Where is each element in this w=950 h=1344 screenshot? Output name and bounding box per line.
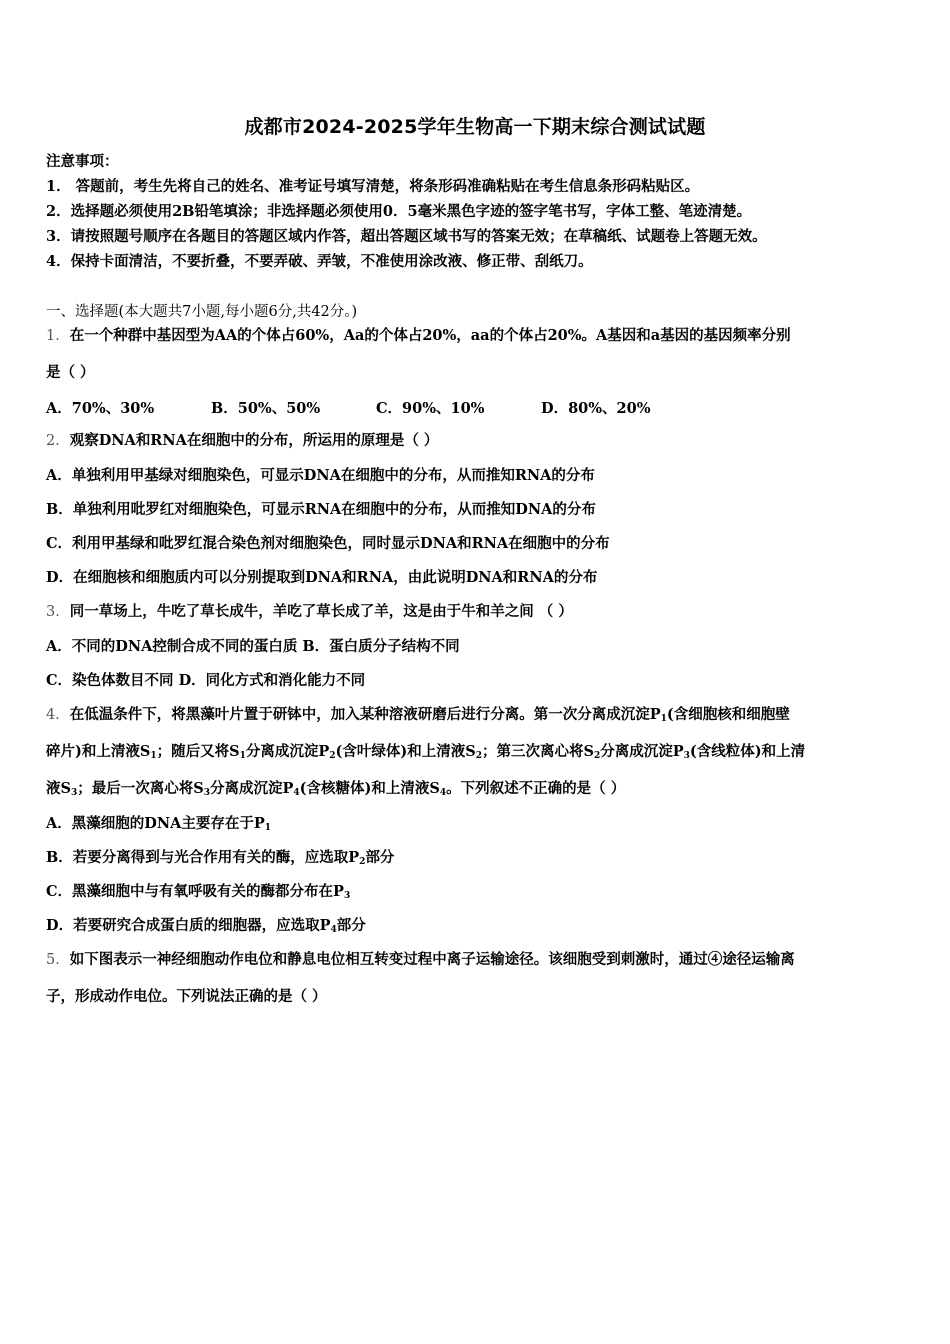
question-number: 2． (46, 433, 70, 449)
question-3-options-row: A．不同的DNA控制合成不同的蛋白质 B．蛋白质分子结构不同 (46, 638, 460, 655)
notice-item: 2．选择题必须使用2B铅笔填涂；非选择题必须使用0．5毫米黑色字迹的签字笔书写，字体工整、笔迹清楚。 (46, 203, 752, 220)
notice-heading: 注意事项： (46, 153, 119, 170)
option-a: A．黑藻细胞的DNA主要存在于$P_1$ (46, 815, 271, 833)
option-d: D．若要研究合成蛋白质的细胞器，应选取$P_4$部分 (46, 917, 366, 935)
option-c: C．黑藻细胞中与有氧呼吸有关的酶都分布在$P_3$ (46, 883, 351, 901)
notice-item: 3．请按照题号顺序在各题目的答题区域内作答，超出答题区域书写的答案无效；在草稿纸、试题卷上答题无效。 (46, 228, 767, 245)
option-b: B．50%、50% (211, 400, 321, 417)
question-number: 5． (46, 952, 70, 968)
question-4-stem-cont: 碎片)和上清液$S_1$；随后又将$S_1$分离成沉淀$P_2$(含叶绿体)和上清液$S_2$；第三次离心将$S_2$分离成沉淀$P_3$(含线粒体)和上清 (46, 743, 806, 761)
page-title: 成都市2024-2025学年生物高一下期末综合测试试题 (244, 116, 706, 138)
option-d: D．80%、20% (541, 400, 651, 417)
option-a: A．单独利用甲基绿对细胞染色，可显示DNA在细胞中的分布，从而推知RNA的分布 (46, 467, 595, 484)
question-number: 1． (46, 328, 70, 344)
question-5-stem: 5．如下图表示一神经细胞动作电位和静息电位相互转变过程中离子运输途径。该细胞受到刺激时，通过④途径运输离 (46, 951, 795, 968)
question-1-options (46, 397, 651, 418)
question-number: 3． (46, 604, 70, 620)
option-c: C．90%、10% (376, 400, 485, 417)
option-a: A．70%、30% (46, 400, 155, 417)
question-3-options-row: C．染色体数目不同 D．同化方式和消化能力不同 (46, 672, 366, 689)
question-3-stem: 3．同一草场上，牛吃了草长成牛，羊吃了草长成了羊，这是由于牛和羊之间 （ ） (46, 603, 573, 620)
question-number: 4． (46, 707, 70, 723)
option-b: B．若要分离得到与光合作用有关的酶，应选取$P_2$部分 (46, 849, 395, 867)
question-1-stem: 1．在一个种群中基因型为AA的个体占60%，Aa的个体占20%，aa的个体占20%。A基因和a基因的基因频率分别 (46, 327, 791, 344)
question-4-stem: 4．在低温条件下，将黑藻叶片置于研钵中，加入某种溶液研磨后进行分离。第一次分离成沉淀$P_1$(含细胞核和细胞壁 (46, 706, 790, 724)
question-1-stem-cont: 是（ ） (46, 364, 95, 381)
question-4-stem-cont: 液$S_3$；最后一次离心将$S_3$分离成沉淀$P_4$(含核糖体)和上清液$S_4$。下列叙述不正确的是（ ） (46, 780, 626, 798)
notice-item: 1． 答题前，考生先将自己的姓名、准考证号填写清楚，将条形码准确粘贴在考生信息条形码粘贴区。 (46, 178, 700, 195)
option-d: D．在细胞核和细胞质内可以分别提取到DNA和RNA，由此说明DNA和RNA的分布 (46, 569, 598, 586)
notice-item: 4．保持卡面清洁，不要折叠，不要弄破、弄皱，不准使用涂改液、修正带、刮纸刀。 (46, 253, 593, 270)
question-2-stem: 2．观察DNA和RNA在细胞中的分布，所运用的原理是（ ） (46, 432, 439, 449)
option-c: C．利用甲基绿和吡罗红混合染色剂对细胞染色，同时显示DNA和RNA在细胞中的分布 (46, 535, 610, 552)
question-5-stem-cont: 子，形成动作电位。下列说法正确的是（ ） (46, 988, 327, 1005)
section-heading: 一、选择题(本大题共7小题,每小题6分,共42分。) (46, 304, 358, 320)
option-b: B．单独利用吡罗红对细胞染色，可显示RNA在细胞中的分布，从而推知DNA的分布 (46, 501, 596, 518)
